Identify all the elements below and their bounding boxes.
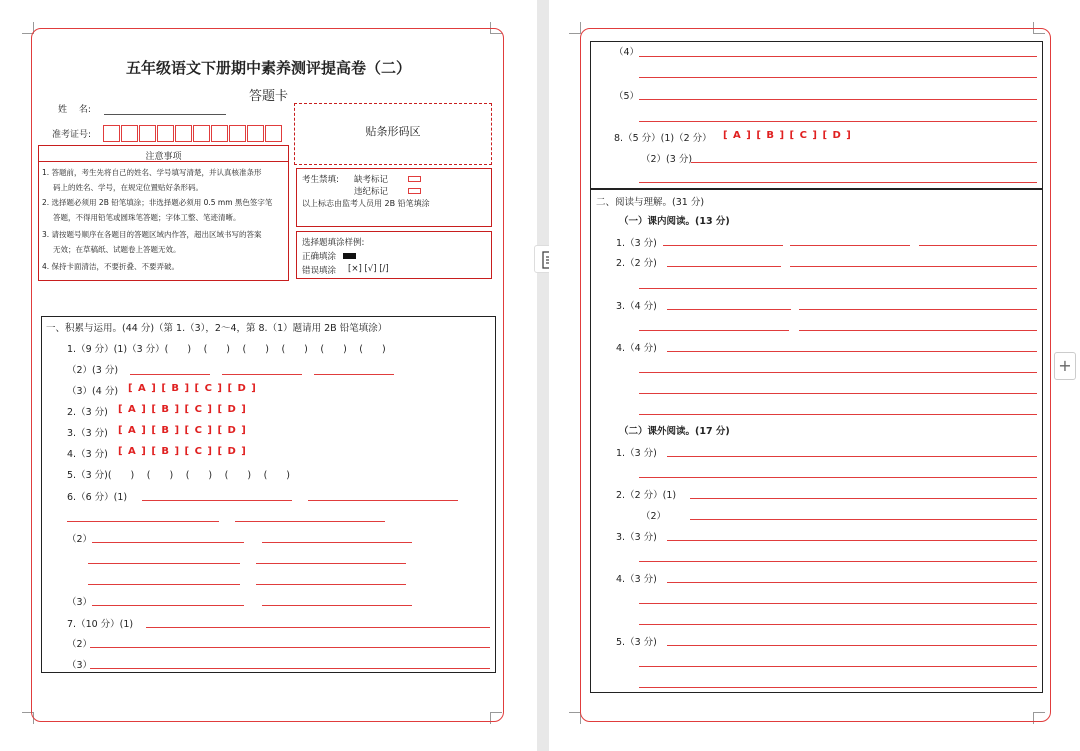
answer-line[interactable]	[690, 519, 1037, 520]
correct-label: 正确填涂	[302, 252, 337, 262]
a4: 4.（4 分)	[616, 343, 657, 354]
notice-line: 1. 答题前，考生先将自己的姓名、学号填写清楚，并认真核准条形	[42, 168, 262, 177]
b1: 1.（3 分)	[616, 448, 657, 459]
answer-line[interactable]	[92, 542, 244, 543]
answer-line[interactable]	[639, 477, 1037, 478]
q1-3: （3）(4 分)	[67, 386, 119, 397]
notice-title: 注意事项	[145, 152, 182, 162]
choice-options[interactable]: [ A ] [ B ] [ C ] [ D ]	[118, 425, 247, 436]
answer-line[interactable]	[256, 563, 406, 564]
a2: 2.（2 分)	[616, 258, 657, 269]
choice-options[interactable]: [ A ] [ B ] [ C ] [ D ]	[118, 446, 247, 457]
wrong-marks: [×] [√] [/]	[348, 264, 389, 274]
answer-line[interactable]	[639, 687, 1037, 688]
answer-line[interactable]	[308, 500, 458, 501]
notice-line: 3. 请按题号顺序在各题目的答题区域内作答，超出区域书写的答案	[42, 230, 262, 239]
notice-line: 答题，不得用铅笔或圆珠笔答题；字体工整、笔迹清晰。	[53, 213, 241, 222]
answer-line[interactable]	[799, 309, 1037, 310]
answer-line[interactable]	[919, 245, 1037, 246]
answer-line[interactable]	[639, 77, 1037, 78]
correct-fill-sample	[343, 253, 356, 259]
answer-line[interactable]	[667, 456, 1037, 457]
notice-line: 4. 保持卡面清洁，不要折叠、不要弄破。	[42, 262, 180, 271]
answer-line[interactable]	[222, 374, 302, 375]
answer-line[interactable]	[88, 584, 240, 585]
notice-line: 无效；在草稿纸、试题卷上答题无效。	[53, 245, 181, 254]
sheet-subtitle: 答题卡	[248, 89, 288, 104]
answer-sheet-page-right	[549, 0, 1080, 751]
plus-icon: +	[1058, 356, 1072, 375]
b2-2: （2）	[641, 511, 667, 522]
part2-title: （二）课外阅读。(17 分)	[619, 426, 730, 437]
answer-sheet-page-left	[0, 0, 537, 751]
answer-line[interactable]	[667, 309, 791, 310]
q6-1: 6.（6 分）(1)	[67, 492, 128, 503]
notice-line: 码上的姓名、学号，在规定位置贴好条形码。	[53, 183, 203, 192]
answer-line[interactable]	[663, 245, 783, 246]
q6-2: （2）	[67, 534, 93, 545]
violation-label: 违纪标记	[354, 187, 389, 197]
answer-line[interactable]	[639, 99, 1037, 100]
r4: （4）	[614, 47, 640, 58]
exam-no-cells[interactable]	[103, 125, 284, 142]
b5: 5.（3 分)	[616, 637, 657, 648]
q1-2: （2）(3 分)	[67, 365, 119, 376]
q6-3: （3）	[67, 597, 93, 608]
add-page-button[interactable]	[1054, 352, 1076, 380]
a3: 3.（4 分)	[616, 301, 657, 312]
answer-line[interactable]	[667, 582, 1037, 583]
q3: 3.（3 分)	[67, 428, 108, 439]
section2-title: 二、阅读与理解。(31 分)	[596, 197, 705, 208]
answer-line[interactable]	[146, 627, 490, 628]
q8-1: 8.（5 分）(1)（2 分）	[614, 133, 712, 144]
answer-line[interactable]	[639, 561, 1037, 562]
answer-line[interactable]	[90, 668, 490, 669]
q7-1: 7.（10 分）(1)	[67, 619, 134, 630]
q2: 2.（3 分)	[67, 407, 108, 418]
exam-no-label: 准考证号:	[52, 130, 92, 140]
answer-line[interactable]	[790, 245, 910, 246]
answer-line[interactable]	[314, 374, 394, 375]
answer-line[interactable]	[639, 121, 1037, 122]
part1-title: （一）课内阅读。(13 分)	[619, 216, 730, 227]
answer-line[interactable]	[667, 351, 1037, 352]
b4: 4.（3 分)	[616, 574, 657, 585]
sheet-title: 五年级语文下册期中素养测评提高卷（二）	[125, 59, 411, 77]
absent-label: 缺考标记	[354, 175, 389, 185]
answer-line[interactable]	[667, 645, 1037, 646]
q1-1: 1.（9 分）(1)（3 分）( ) ( ) ( ) ( ) ( ) ( )	[67, 344, 386, 355]
choice-options[interactable]: [ A ] [ B ] [ C ] [ D ]	[118, 404, 247, 415]
q4: 4.（3 分)	[67, 449, 108, 460]
answer-line[interactable]	[90, 647, 490, 648]
answer-line[interactable]	[639, 288, 1037, 289]
wrong-label: 错误填涂	[302, 266, 337, 276]
absent-mark-box[interactable]	[408, 176, 421, 182]
answer-line[interactable]	[667, 266, 781, 267]
q7-2: （2）	[67, 639, 93, 650]
answer-line[interactable]	[790, 266, 1037, 267]
notice-line: 2. 选择题必须用 2B 铅笔填涂；非选择题必须用 0.5 mm 黑色签字笔	[42, 198, 273, 207]
answer-line[interactable]	[130, 374, 210, 375]
sample-title: 选择题填涂样例:	[302, 238, 365, 248]
choice-options[interactable]: [ A ] [ B ] [ C ] [ D ]	[128, 383, 257, 394]
answer-line[interactable]	[639, 393, 1037, 394]
answer-line[interactable]	[639, 624, 1037, 625]
answer-line[interactable]	[639, 372, 1037, 373]
answer-line[interactable]	[639, 330, 789, 331]
b2-1: 2.（2 分）(1)	[616, 490, 677, 501]
answer-line[interactable]	[667, 540, 1037, 541]
answer-line[interactable]	[67, 521, 219, 522]
answer-line[interactable]	[639, 56, 1037, 57]
section1-title: 一、积累与运用。(44 分)（第 1.（3），2～4，第 8.（1）题请用 2B 铅笔填涂）	[46, 323, 388, 334]
a1: 1.（3 分)	[616, 238, 657, 249]
answer-line[interactable]	[639, 414, 1037, 415]
answer-line[interactable]	[92, 605, 244, 606]
section2-box	[590, 189, 1043, 693]
name-label: 姓 名:	[58, 105, 91, 115]
name-field[interactable]	[104, 114, 226, 115]
answer-line[interactable]	[262, 542, 412, 543]
b3: 3.（3 分)	[616, 532, 657, 543]
violation-mark-box[interactable]	[408, 188, 421, 194]
choice-options[interactable]: [ A ] [ B ] [ C ] [ D ]	[723, 130, 852, 141]
q5: 5.（3 分)( ) ( ) ( ) ( ) ( )	[67, 470, 290, 481]
barcode-label: 贴条形码区	[365, 125, 421, 138]
answer-line[interactable]	[690, 498, 1037, 499]
answer-line[interactable]	[88, 563, 240, 564]
supervisor-note: 以上标志由监考人员用 2B 铅笔填涂	[302, 199, 430, 208]
answer-line[interactable]	[799, 330, 1037, 331]
page-gap	[537, 0, 549, 751]
answer-line[interactable]	[262, 605, 412, 606]
answer-line[interactable]	[256, 584, 406, 585]
answer-line[interactable]	[691, 162, 1037, 163]
r5: （5）	[614, 91, 640, 102]
forbid-label: 考生禁填:	[302, 175, 339, 185]
answer-line[interactable]	[639, 666, 1037, 667]
continuation-box	[590, 41, 1043, 189]
q8-2: （2）(3 分)	[641, 154, 693, 165]
q7-3: （3）	[67, 660, 93, 671]
answer-line[interactable]	[639, 182, 1037, 183]
answer-line[interactable]	[235, 521, 385, 522]
answer-line[interactable]	[639, 603, 1037, 604]
answer-line[interactable]	[142, 500, 292, 501]
